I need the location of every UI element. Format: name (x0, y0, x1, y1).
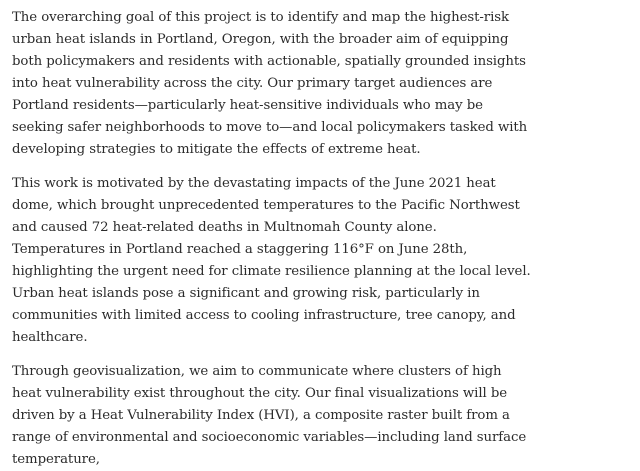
paragraph-project-goal: The overarching goal of this project is to identify and map the highest-risk urban heat islands in Portland, Oregon, with the broader aim of equipping both policymakers and residents with actionable, spatially grounded insights into heat vulnerability across the city. Our primary target audiences are Portland residents—particularly heat-sensitive individuals who may be seeking safer neighborhoods to move to—and local policymakers tasked with developing strategies to mitigate the effects of extreme heat. (12, 10, 528, 157)
article-body (12, 7, 532, 471)
paragraph-geovisualization: Through geovisualization, we aim to communicate where clusters of high heat vulnerability exist throughout the city. Our final visualizations will be driven by a Heat Vulnerability Index (HVI), a composite raster built from a range of environmental and socioeconomic variables—including land surface temperature, (12, 364, 527, 467)
paragraph-motivation: This work is motivated by the devastating impacts of the June 2021 heat dome, which brought unprecedented temperatures to the Pacific Northwest and caused 72 heat-related deaths in Multnomah County alone. Temperatures in Portland reached a staggering 116°F on June 28th, highlighting the urgent need for climate resilience planning at the local level. Urban heat islands pose a significant and growing risk, particularly in communities with limited access to cooling infrastructure, tree canopy, and healthcare. (12, 176, 531, 345)
